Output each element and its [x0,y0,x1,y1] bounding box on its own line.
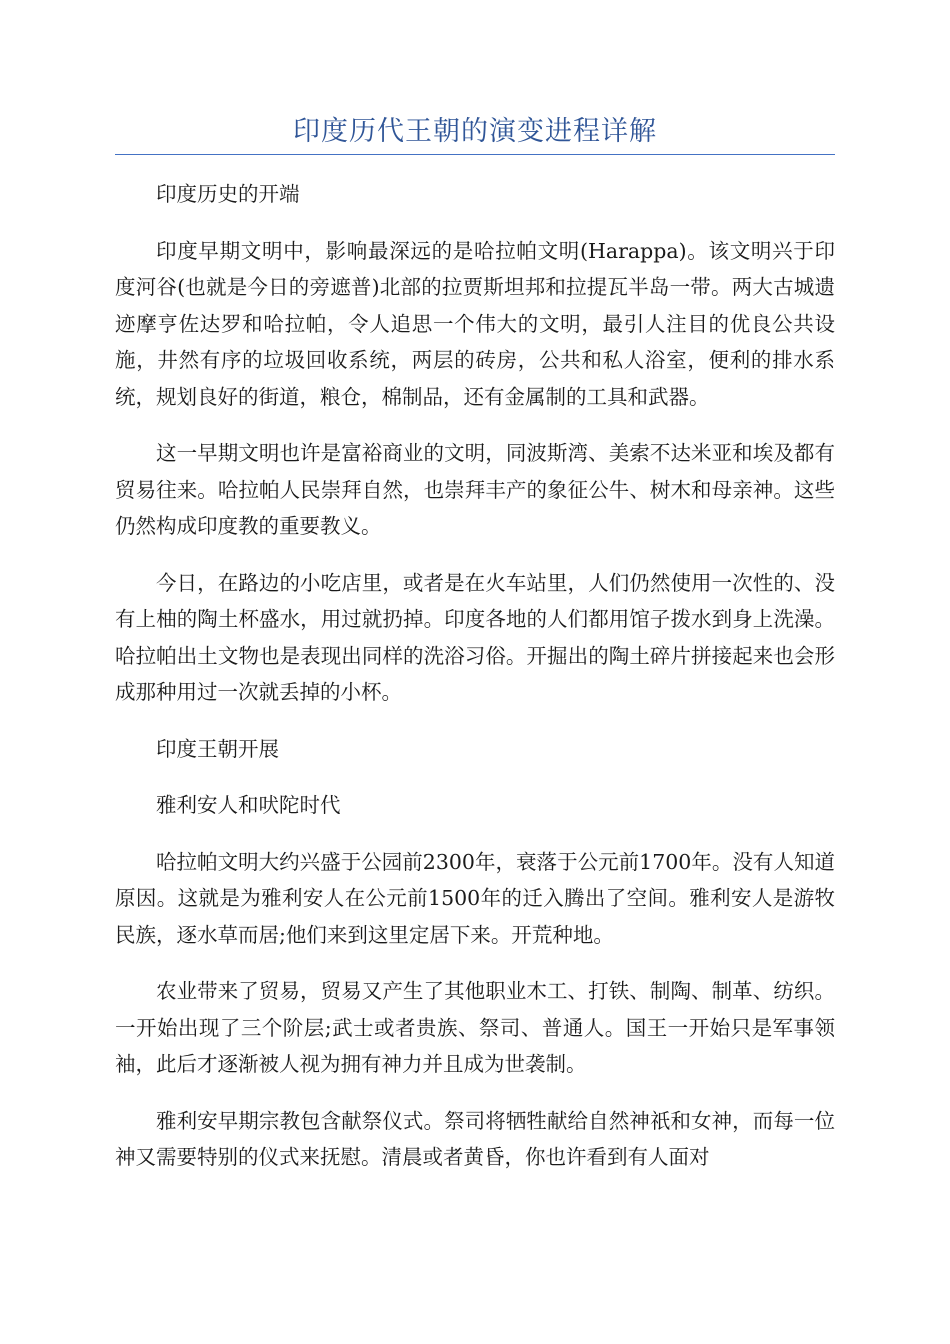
body-paragraph: 雅利安早期宗教包含献祭仪式。祭司将牺牲献给自然神祇和女神，而每一位神又需要特别的仪式来抚慰。清晨或者黄昏，你也许看到有人面对 [115,1108,835,1169]
body-paragraph: 这一早期文明也许是富裕商业的文明，同波斯湾、美索不达米亚和埃及都有贸易往来。哈拉帕人民崇拜自然，也崇拜丰产的象征公牛、树木和母亲神。这些仍然构成印度教的重要教义。 [115,441,835,538]
body-paragraph: 印度早期文明中，影响最深远的是哈拉帕文明(Harappa)。该文明兴于印度河谷(也就是今日的旁遮普)北部的拉贾斯坦邦和拉提瓦半岛一带。两大古城遗迹摩亨佐达罗和哈拉帕，令人追思一个伟大的文明，最引人注目的优良公共设施，井然有序的垃圾回收系统，两层的砖房，公共和私人浴室，便利的排水系统，规划良好的街道，粮仓，棉制品，还有金属制的工具和武器。 [115,238,835,409]
body-paragraph: 哈拉帕文明大约兴盛于公园前2300年，衰落于公元前1700年。没有人知道原因。这就是为雅利安人在公元前1500年的迁入腾出了空间。雅利安人是游牧民族，逐水草而居;他们来到这里定居下来。开荒种地。 [115,849,835,947]
document-body [115,176,835,1196]
body-paragraph: 农业带来了贸易，贸易又产生了其他职业木工、打铁、制陶、制革、纺织。一开始出现了三个阶层;武士或者贵族、祭司、普通人。国王一开始只是军事领袖，此后才逐渐被人视为拥有神力并且成为世袭制。 [115,979,835,1076]
body-paragraph: 今日，在路边的小吃店里，或者是在火车站里，人们仍然使用一次性的、没有上柚的陶土杯盛水，用过就扔掉。印度各地的人们都用馆子拨水到身上洗澡。哈拉帕出土文物也是表现出同样的洗浴习俗。开掘出的陶土碎片拼接起来也会形成那种用过一次就丢掉的小杯。 [115,570,835,704]
section-heading: 印度历史的开端 [156,182,300,206]
title-underline [115,154,835,155]
document-title: 印度历代王朝的演变进程详解 [293,116,657,147]
subsection-heading: 雅利安人和吠陀时代 [156,793,341,817]
section-heading: 印度王朝开展 [156,736,279,761]
